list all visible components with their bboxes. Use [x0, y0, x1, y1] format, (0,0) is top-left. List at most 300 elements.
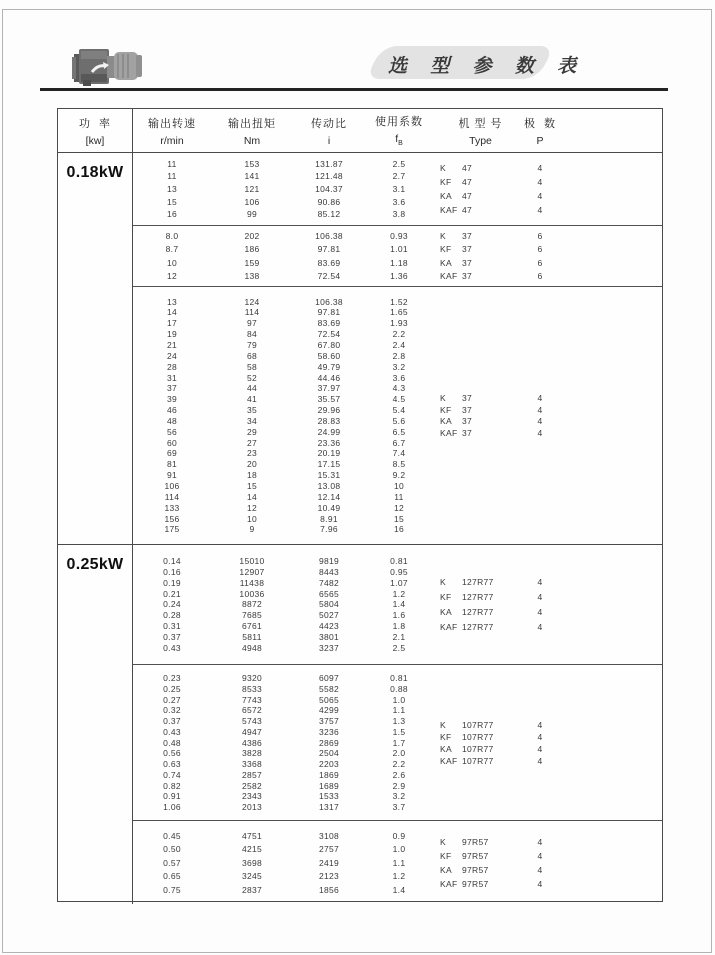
value-cell: 3.7: [392, 802, 406, 812]
value-cell: 1.1: [392, 857, 406, 868]
value-cell: 8872: [241, 599, 263, 610]
page-title: 选 型 参 数 表: [388, 56, 586, 77]
model-prefix: KAF: [440, 204, 458, 215]
value-cell: 12: [246, 502, 258, 513]
value-cell: 90.86: [317, 196, 341, 207]
value-cell: 39: [166, 394, 178, 405]
value-cell: 4215: [241, 844, 263, 854]
value-cell: 11438: [239, 577, 265, 588]
speed-column: [133, 545, 211, 664]
value-cell: 0.56: [163, 748, 181, 759]
value-cell: 29: [246, 426, 258, 437]
value-cell: 1.01: [390, 244, 408, 255]
value-cell: 0.43: [163, 726, 181, 737]
model-type-cell: [433, 175, 528, 189]
pole-count-cell: 4: [537, 427, 543, 438]
value-cell: 2419: [318, 857, 340, 868]
model-prefix: KAF: [440, 755, 458, 766]
model-prefix: KF: [440, 404, 452, 415]
power-label: 0.18kW: [58, 153, 133, 544]
data-block: [133, 820, 662, 904]
speed-column: [133, 153, 211, 225]
torque-column: [211, 153, 293, 225]
value-cell: 8533: [241, 683, 263, 694]
value-cell: 4299: [318, 705, 340, 716]
value-cell: 8.7: [165, 244, 179, 255]
value-cell: 2.0: [392, 748, 406, 759]
model-type-cell: [433, 605, 528, 620]
value-cell: 1.5: [392, 726, 406, 737]
value-cell: 6572: [241, 705, 263, 716]
header-divider: [40, 88, 668, 91]
poles-column: [528, 545, 552, 664]
value-cell: 1.07: [390, 577, 408, 588]
value-cell: 2869: [318, 737, 340, 748]
pole-count-cell: 4: [537, 836, 543, 847]
value-cell: 5.6: [392, 415, 406, 426]
value-cell: 9320: [241, 673, 263, 683]
torque-column: [211, 226, 293, 286]
value-cell: 7.96: [320, 524, 338, 535]
value-cell: 0.45: [163, 830, 181, 841]
value-cell: 3801: [318, 632, 340, 643]
value-cell: 156: [164, 513, 180, 524]
speed-column: [133, 287, 211, 544]
value-cell: 7.4: [392, 448, 406, 459]
value-cell: 2123: [318, 871, 340, 881]
model-number: 37: [462, 231, 473, 242]
value-cell: 3.6: [392, 196, 406, 207]
value-cell: 0.24: [163, 599, 181, 610]
model-number: 37: [462, 416, 473, 427]
value-cell: 56: [166, 426, 178, 437]
model-number: 47: [462, 163, 473, 174]
model-type-cell: [433, 863, 528, 877]
column-header-output-torque: 输出扭矩 Nm: [228, 117, 276, 147]
value-cell: 7743: [241, 694, 263, 705]
value-cell: 131.87: [315, 158, 343, 169]
value-cell: 8443: [318, 566, 340, 577]
value-cell: 97.81: [317, 307, 341, 318]
service-factor-column: [365, 665, 433, 820]
service-factor-column: [365, 545, 433, 664]
model-prefix: KAF: [440, 622, 458, 632]
model-number: 127R77: [462, 607, 494, 617]
value-cell: 0.27: [163, 694, 181, 705]
value-cell: 3.6: [392, 372, 406, 383]
value-cell: 16: [393, 524, 405, 535]
value-cell: 12907: [239, 566, 265, 577]
model-type-cell: [433, 427, 528, 438]
value-cell: 1.36: [390, 270, 408, 281]
value-cell: 35: [246, 405, 258, 416]
value-cell: 15: [393, 513, 405, 524]
value-cell: 83.69: [317, 257, 341, 268]
value-cell: 1.2: [392, 588, 406, 599]
table-header-row: [58, 109, 662, 153]
model-prefix: KA: [440, 257, 452, 268]
model-type-cell: [433, 731, 528, 743]
value-cell: 79: [246, 340, 258, 351]
model-prefix: K: [440, 836, 446, 847]
pole-count-cell: 4: [537, 393, 543, 404]
block-filler: [552, 226, 662, 286]
model-prefix: KAF: [440, 878, 458, 889]
value-cell: 0.48: [163, 737, 181, 748]
model-number: 37: [462, 244, 473, 255]
torque-column: [211, 821, 293, 904]
ratio-column: [293, 821, 365, 904]
value-cell: 202: [244, 231, 260, 242]
value-cell: 2.5: [392, 643, 406, 654]
value-cell: 37: [166, 383, 178, 394]
value-cell: 14: [246, 491, 258, 502]
value-cell: 0.16: [163, 566, 181, 577]
model-type-cell: [433, 743, 528, 755]
value-cell: 6.5: [392, 426, 406, 437]
value-cell: 1.1: [392, 705, 406, 716]
value-cell: 0.50: [163, 844, 181, 854]
value-cell: 34: [246, 415, 258, 426]
value-cell: 153: [244, 158, 260, 169]
value-cell: 10036: [239, 588, 265, 599]
column-header-type: 机 型 号 Type: [458, 117, 503, 147]
value-cell: 0.37: [163, 632, 181, 643]
value-cell: 5.4: [392, 405, 406, 416]
value-cell: 1.7: [392, 737, 406, 748]
poles-column: [528, 153, 552, 225]
model-type-cell: [433, 719, 528, 731]
column-header-poles: 极 数 P: [523, 117, 557, 147]
value-cell: 7482: [318, 577, 340, 588]
type-column: [433, 821, 528, 904]
value-cell: 2.1: [392, 632, 406, 643]
value-cell: 106: [244, 196, 260, 207]
value-cell: 0.23: [163, 673, 181, 683]
model-number: 97R57: [462, 864, 489, 875]
value-cell: 67.80: [317, 340, 341, 351]
value-cell: 2857: [241, 769, 263, 780]
value-cell: 10: [393, 480, 405, 491]
value-cell: 3.2: [392, 361, 406, 372]
value-cell: 1.8: [392, 621, 406, 632]
value-cell: 9: [249, 524, 255, 535]
block-filler: [552, 153, 662, 225]
value-cell: 3.2: [392, 791, 406, 802]
model-type-cell: [433, 161, 528, 175]
value-cell: 20: [246, 459, 258, 470]
type-column: [433, 545, 528, 664]
value-cell: 13.08: [317, 480, 341, 491]
value-cell: 4.3: [392, 383, 406, 394]
value-cell: 1.52: [390, 296, 408, 307]
value-cell: 1.65: [390, 307, 408, 318]
model-prefix: KF: [440, 731, 452, 742]
model-number: 37: [462, 270, 473, 281]
model-type-cell: [433, 877, 528, 891]
value-cell: 0.95: [390, 566, 408, 577]
pole-count-cell: 4: [537, 743, 543, 754]
model-prefix: KA: [440, 416, 452, 427]
value-cell: 2.2: [392, 759, 406, 769]
model-number: 37: [462, 393, 473, 404]
value-cell: 6.7: [392, 437, 406, 448]
service-factor-column: [365, 287, 433, 544]
value-cell: 12: [166, 270, 178, 281]
column-header-service-factor: 使用系数 $f_B$: [375, 116, 423, 148]
value-cell: 5743: [241, 716, 263, 726]
value-cell: 72.54: [317, 329, 341, 340]
pole-count-cell: 4: [537, 878, 543, 889]
value-cell: 18: [246, 470, 258, 481]
pole-count-cell: 4: [537, 864, 543, 875]
value-cell: 37.97: [317, 383, 341, 394]
value-cell: 17: [166, 318, 178, 329]
data-block: [133, 153, 662, 225]
torque-column: [211, 545, 293, 664]
value-cell: 14: [166, 307, 178, 318]
value-cell: 10: [246, 513, 258, 524]
value-cell: 5065: [318, 694, 340, 705]
power-section-018kw: [58, 153, 662, 544]
value-cell: 3236: [318, 726, 340, 737]
model-number: 37: [462, 427, 473, 438]
value-cell: 0.75: [163, 884, 181, 895]
value-cell: 9819: [318, 555, 340, 566]
value-cell: 97.81: [317, 244, 341, 255]
value-cell: 1.4: [392, 884, 406, 895]
value-cell: 106.38: [315, 231, 343, 242]
value-cell: 1856: [318, 884, 340, 895]
model-number: 107R77: [462, 731, 494, 742]
model-prefix: KF: [440, 177, 452, 188]
value-cell: 49.79: [317, 361, 341, 372]
value-cell: 52: [246, 372, 258, 383]
value-cell: 15.31: [317, 470, 341, 481]
value-cell: 1.4: [392, 599, 406, 610]
value-cell: 1689: [318, 780, 340, 791]
pole-count-cell: 4: [537, 731, 543, 742]
value-cell: 2.9: [392, 780, 406, 791]
value-cell: 10: [166, 257, 178, 268]
value-cell: 121.48: [315, 171, 343, 182]
value-cell: 69: [166, 448, 178, 459]
value-cell: 13: [166, 296, 178, 307]
model-type-cell: [433, 849, 528, 863]
power-section-025kw: [58, 544, 662, 904]
model-prefix: KA: [440, 743, 452, 754]
value-cell: 12.14: [317, 491, 341, 502]
value-cell: 3757: [318, 716, 340, 726]
ratio-column: [293, 665, 365, 820]
value-cell: 1.3: [392, 716, 406, 726]
value-cell: 0.82: [163, 780, 181, 791]
value-cell: 48: [166, 415, 178, 426]
value-cell: 3108: [318, 830, 340, 841]
value-cell: 97: [246, 318, 258, 329]
ratio-column: [293, 545, 365, 664]
value-cell: 68: [246, 350, 258, 361]
speed-column: [133, 821, 211, 904]
value-cell: 1.0: [392, 844, 406, 854]
model-type-cell: [433, 393, 528, 404]
value-cell: 4.5: [392, 394, 406, 405]
model-type-cell: [433, 243, 528, 256]
value-cell: 84: [246, 329, 258, 340]
model-number: 127R77: [462, 577, 494, 587]
model-number: 37: [462, 404, 473, 415]
model-prefix: K: [440, 719, 446, 730]
poles-column: [528, 665, 552, 820]
block-filler: [552, 545, 662, 664]
value-cell: 4751: [241, 830, 263, 841]
value-cell: 19: [166, 329, 178, 340]
data-block: [133, 286, 662, 544]
value-cell: 9.2: [392, 470, 406, 481]
value-cell: 0.21: [163, 588, 181, 599]
value-cell: 2.7: [392, 171, 406, 182]
pole-count-cell: 4: [537, 404, 543, 415]
value-cell: 24.99: [317, 426, 341, 437]
torque-column: [211, 665, 293, 820]
data-block: [133, 545, 662, 664]
model-prefix: KF: [440, 592, 452, 602]
value-cell: 15: [246, 480, 258, 491]
ratio-column: [293, 226, 365, 286]
value-cell: 141: [244, 171, 260, 182]
model-type-cell: [433, 256, 528, 269]
value-cell: 4947: [241, 726, 263, 737]
value-cell: 0.31: [163, 621, 181, 632]
value-cell: 0.81: [390, 673, 408, 683]
value-cell: 81: [166, 459, 178, 470]
type-column: [433, 665, 528, 820]
model-type-cell: [433, 620, 528, 635]
value-cell: 27: [246, 437, 258, 448]
block-filler: [552, 287, 662, 544]
value-cell: 5582: [318, 683, 340, 694]
value-cell: 21: [166, 340, 178, 351]
pole-count-cell: 4: [537, 190, 543, 201]
model-prefix: K: [440, 393, 446, 404]
value-cell: 1.93: [390, 318, 408, 329]
model-type-cell: [433, 230, 528, 243]
model-type-cell: [433, 835, 528, 849]
value-cell: 114: [244, 307, 260, 318]
value-cell: 72.54: [317, 270, 341, 281]
value-cell: 3368: [241, 759, 263, 769]
value-cell: 8.0: [165, 231, 179, 242]
model-number: 47: [462, 190, 473, 201]
pole-count-cell: 6: [537, 231, 543, 242]
value-cell: 41: [246, 394, 258, 405]
model-type-cell: [433, 189, 528, 203]
value-cell: 58.60: [317, 350, 341, 361]
power-label: 0.25kW: [58, 545, 133, 904]
value-cell: 0.81: [390, 555, 408, 566]
value-cell: 2.6: [392, 769, 406, 780]
value-cell: 11: [394, 491, 404, 502]
value-cell: 0.88: [390, 683, 408, 694]
pole-count-cell: 4: [537, 719, 543, 730]
pole-count-cell: 4: [537, 163, 543, 174]
value-cell: 0.43: [163, 643, 181, 654]
value-cell: 0.74: [163, 769, 181, 780]
pole-count-cell: 4: [537, 204, 543, 215]
value-cell: 23: [246, 448, 258, 459]
value-cell: 2013: [241, 802, 263, 812]
value-cell: 1869: [318, 769, 340, 780]
value-cell: 2.4: [392, 340, 406, 351]
value-cell: 2203: [318, 759, 340, 769]
value-cell: 28: [166, 361, 178, 372]
value-cell: 186: [244, 244, 260, 255]
value-cell: 6565: [318, 588, 340, 599]
model-number: 47: [462, 177, 473, 188]
value-cell: 99: [246, 209, 258, 220]
header-filler: [552, 109, 662, 152]
value-cell: 4423: [318, 621, 340, 632]
model-type-cell: [433, 269, 528, 282]
model-prefix: KF: [440, 244, 452, 255]
model-prefix: K: [440, 231, 446, 242]
model-type-cell: [433, 590, 528, 605]
ratio-column: [293, 153, 365, 225]
column-header-power: 功 率 [kw]: [58, 109, 133, 152]
value-cell: 20.19: [317, 448, 341, 459]
selection-parameter-table: [57, 108, 663, 902]
model-prefix: K: [440, 163, 446, 174]
model-prefix: K: [440, 577, 446, 587]
model-type-cell: [433, 755, 528, 767]
value-cell: 1.18: [390, 257, 408, 268]
value-cell: 46: [166, 405, 178, 416]
type-column: [433, 153, 528, 225]
value-cell: 4386: [241, 737, 263, 748]
value-cell: 2343: [241, 791, 263, 802]
value-cell: 5804: [318, 599, 340, 610]
pole-count-cell: 4: [537, 755, 543, 766]
value-cell: 1.2: [392, 871, 406, 881]
type-column: [433, 226, 528, 286]
value-cell: 31: [166, 372, 178, 383]
value-cell: 2.5: [392, 158, 406, 169]
pole-count-cell: 4: [537, 577, 543, 587]
value-cell: 104.37: [315, 184, 343, 194]
value-cell: 2504: [318, 748, 340, 759]
model-number: 37: [462, 257, 473, 268]
value-cell: 1.6: [392, 610, 406, 621]
value-cell: 3.1: [392, 184, 406, 194]
value-cell: 138: [244, 270, 260, 281]
value-cell: 0.93: [390, 231, 408, 242]
value-cell: 1.0: [392, 694, 406, 705]
model-type-cell: [433, 575, 528, 590]
model-type-cell: [433, 203, 528, 217]
value-cell: 0.65: [163, 871, 181, 881]
gearmotor-photo-icon: [70, 44, 144, 88]
model-number: 127R77: [462, 622, 494, 632]
pole-count-cell: 6: [537, 270, 543, 281]
value-cell: 29.96: [317, 405, 341, 416]
value-cell: 10.49: [317, 502, 341, 513]
poles-column: [528, 287, 552, 544]
column-header-output-speed: 输出转速 r/min: [148, 117, 196, 147]
value-cell: 4948: [241, 643, 263, 654]
model-number: 97R57: [462, 878, 489, 889]
model-number: 97R57: [462, 836, 489, 847]
value-cell: 106: [164, 480, 180, 491]
